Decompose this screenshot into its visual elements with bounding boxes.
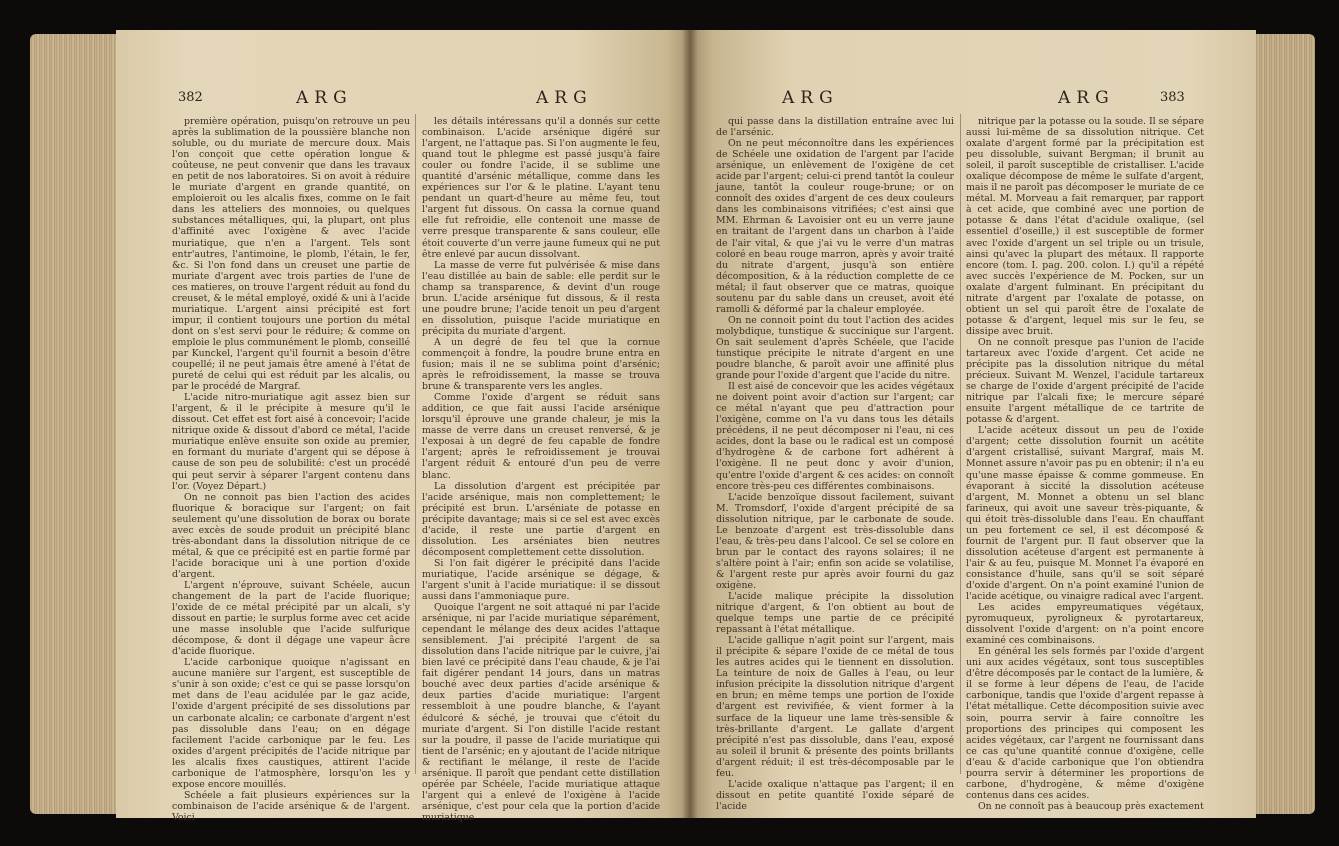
running-head-right-col2: ARG [1058, 88, 1115, 108]
paragraph: L'acide carbonique quoique n'agissant en aucune manière sur l'argent, est susceptible de s'unir à son oxide; c'est ce qui se passe lorsqu'on met dans de l'eau acidulée par le gaz acide, l'oxide d'argent précipité de ses dissolutions par un carbonate alcalin; ce carbonate d'argent n'est pas dissoluble dans l'eau; on en dégage facilement l'acide carbonique par le feu. Les oxides d'argent précipités de l'acide nitrique par les alcalis fixes caustiques, attirent l'acide carbonique de l'atmosphère, lorsqu'on les y expose encore mouillés. [172, 657, 410, 790]
paragraph: A un degré de feu tel que la cornue commençoit à fondre, la poudre brune entra en fusion; mais il ne se sublima point d'arsénic; après le refroidissement, la masse se trouva brune & transparente vers les angles. [422, 336, 660, 393]
left-page-column-1 [172, 116, 410, 823]
paragraph: L'acide oxalique n'attaque pas l'argent; il en dissout en petite quantité l'oxide séparé de l'acide [716, 778, 954, 812]
column-rule-left [415, 114, 416, 774]
paragraph: L'argent n'éprouve, suivant Schéele, aucun changement de la part de l'acide fluorique; l'oxide de ce métal précipité par un alcali, s'y dissout en partie; le surplus forme avec cet acide une masse insoluble que l'acide sulfurique décompose, & dont il dégage une vapeur âcre d'acide fluorique. [172, 579, 410, 658]
paragraph: Si l'on fait digérer le précipité dans l'acide muriatique, l'acide arsénique se dégage, & l'argent s'unit à l'acide muriatique: il se dissout aussi dans l'ammoniaque pure. [422, 557, 660, 603]
paragraph: Quoique l'argent ne soit attaqué ni par l'acide arsénique, ni par l'acide muriatique séparément, cependant le mélange des deux acides l'attaque sensiblement. J'ai précipité l'argent de sa dissolution dans l'acide nitrique par le cuivre, j'ai bien lavé ce précipité dans l'eau chaude, & je l'ai fait digérer pendant 14 jours, dans un matras bouché avec deux parties d'acide arsénique & deux parties d'acide muriatique: l'argent ressembloit à une poudre blanche, & l'ayant édulcoré & séché, je trouvai que c'étoit du muriate d'argent. Si l'on distille l'acide restant sur la poudre, il passe de l'acide muriatique qui tient de l'arsénic; en y ajoutant de l'acide nitrique & rectifiant le mélange, il reste de l'acide arsénique. Il paroît que pendant cette distillation opérée par Schéele, l'acide muriatique attaque l'argent qui a enlevé de l'oxigène à l'acide arsénique, c'est pour cela que la portion d'acide muriatique [422, 602, 660, 823]
running-head-left-col1: ARG [296, 88, 353, 108]
paragraph: Comme l'oxide d'argent se réduit sans addition, ce que fait aussi l'acide arsénique lorsqu'il éprouve une grande chaleur, je mis la masse de verre dans un creuset renversé, & je l'exposai à un degré de feu capable de fondre l'argent; après le refroidissement je trouvai l'argent réduit & entouré d'un peu de verre blanc. [422, 392, 660, 481]
paragraph: On ne connoit point du tout l'action des acides molybdique, tunstique & succinique sur l'argent. On sait seulement d'après Schéele, que l'acide tunstique précipite le nitrate d'argent en une poudre blanche, & paroît avoir une affinité plus grande pour l'oxide d'argent que l'acide du nitre. [716, 314, 954, 382]
book-gutter [682, 30, 698, 818]
paragraph: La masse de verre fut pulvérisée & mise dans l'eau distillée au bain de sable: elle perdit sur le champ sa transparence, & devint d'un rouge brun. L'acide arsénique fut dissous, & il resta une poudre brune; l'acide tenoit un peu d'argent en dissolution, puisque l'acide muriatique en précipita du muriate d'argent. [422, 259, 660, 337]
paragraph: L'acide nitro-muriatique agit assez bien sur l'argent, & il le précipite à mesure qu'il le dissout. Cet effet est fort aisé à concevoir; l'acide nitrique oxide & dissout d'abord ce métal, l'acide muriatique enlève ensuite son oxide au premier, en formant du muriate d'argent qui se dépose à cause de son peu de solubilité: c'est un procédé qui peut servir à séparer l'argent contenu dans l'or. (Voyez Départ.) [172, 392, 410, 492]
paragraph: Il est aisé de concevoir que les acides végétaux ne doivent point avoir d'action sur l'argent; car ce métal n'ayant que peu d'attraction pour l'oxigène, comme on l'a vu dans tous les détails précédens, il ne peut décomposer ni l'eau, ni ces acides, dont la base ou le radical est un composé d'hydrogène & de carbone fort adhérent à l'oxigène. Il ne peut donc y avoir d'union, qu'entre l'oxide d'argent & ces acides: on connoît encore très-peu ces différentes combinaisons. [716, 381, 954, 492]
left-page [116, 30, 690, 823]
paragraph: L'acide malique précipite la dissolution nitrique d'argent, & l'on obtient au bout de quelque temps une partie de ce précipité repassant à l'état métallique. [716, 591, 954, 636]
left-page-edges [30, 34, 122, 814]
right-page [690, 30, 1256, 818]
paragraph: On ne connoît presque pas l'union de l'acide tartareux avec l'oxide d'argent. Cet acide ne précipite pas la dissolution nitrique du métal précieux. Suivant M. Wenzel, l'acidule tartareux se charge de l'oxide d'argent précipité de l'acide nitrique par l'alcali fixe; le mercure séparé ensuite l'argent métallique de ce tartrite de potasse & d'argent. [966, 336, 1204, 426]
paragraph: On ne connoit pas bien l'action des acides fluorique & boracique sur l'argent; on fait seulement qu'une dissolution de borax ou borate avec excès de soude produit un précipité blanc très-abondant dans la dissolution nitrique de ce métal, & que ce précipité est en partie formé par l'acide boracique uni à une portion d'oxide d'argent. [172, 491, 410, 580]
paragraph: L'acide acéteux dissout un peu de l'oxide d'argent; cette dissolution fournit un acétite d'argent cristallisé, suivant Margraf, mais M. Monnet assure n'avoir pas pu en obtenir; il n'a eu qu'une masse épaisse & comme gommeuse. En évaporant à siccité la dissolution acéteuse d'argent, M. Monnet a obtenu un sel blanc farineux, qui avoit une saveur très-piquante, & qui étoit très-dissoluble dans l'eau. En chauffant un peu fortement ce sel, il est décomposé & fournit de l'argent pur. Il faut observer que la dissolution acéteuse d'argent est permanente à l'air & au feu, puisque M. Monnet l'a évaporé en consistance d'huile, sans qu'il se soit séparé d'oxide d'argent. On n'a point examiné l'union de l'acide acétique, ou vinaigre radical avec l'argent. [966, 425, 1204, 603]
paragraph: qui passe dans la distillation entraîne avec lui de l'arsénic. [716, 116, 954, 139]
paragraph: On ne connoît pas à beaucoup près exactement [978, 800, 1204, 812]
running-head-left-col2: ARG [536, 88, 593, 108]
paragraph: Schéele a fait plusieurs expériences sur la combinaison de l'acide arsénique & de l'argent. Voici [172, 789, 410, 823]
right-page-column-1 [716, 116, 954, 812]
paragraph: Les acides empyreumatiques végétaux, pyromuqueux, pyroligneux & pyrotartareux, dissolvent l'oxide d'argent: on n'a point encore examiné ces combinaisons. [966, 602, 1204, 647]
running-head-right-col1: ARG [782, 88, 839, 108]
paragraph: nitrique par la potasse ou la soude. Il se sépare aussi lui-même de sa dissolution nitrique. Cet oxalate d'argent formé par la précipitation est peu dissoluble, suivant Bergman; il brunit au soleil, il paroît susceptible de cristalliser. L'acide oxalique décompose de même le sulfate d'argent, mais il ne paroît pas décomposer le muriate de ce métal. M. Morveau a fait remarquer, par rapport à cet acide, que combiné avec une portion de potasse & dans l'état d'acidule oxalique, (sel essentiel d'oseille,) il est susceptible de former avec l'oxide d'argent un sel triple ou un trisule, ainsi qu'avec la plupart des métaux. Il rapporte encore (tom. I. pag. 200. colon. I.) qu'il a répété avec succès l'expérience de M. Pocken, sur un oxalate d'argent fulminant. En précipitant du nitrate d'argent par l'oxalate de potasse, on obtient un sel qui paroît être de l'oxalate de potasse & d'argent, lequel mis sur le feu, se dissipe avec bruit. [966, 116, 1204, 337]
paragraph: les détails intéressans qu'il a donnés sur cette combinaison. L'acide arsénique digéré sur l'argent, ne l'attaque pas. Si l'on augmente le feu, quand tout le phlegme est passé jusqu'à faire couler ou fondre l'acide, il se sublime une quantité d'arsénic métallique, comme dans les expériences sur l'or & le platine. L'ayant tenu pendant un quart-d'heure au même feu, tout l'argent fut dissous. On cassa la cornue quand elle fut refroidie, elle contenoit une masse de verre presque transparente & sans couleur, elle étoit couverte d'un verre jaune fumeux qui ne put être enlevé par aucun dissolvant. [422, 116, 660, 260]
paragraph: La dissolution d'argent est précipitée par l'acide arsénique, mais non complettement; le précipité est brun. L'arséniate de potasse en précipite davantage; mais si ce sel est avec excès d'acide, il reste une partie d'argent en dissolution. Les arséniates bien neutres décomposent complettement cette dissolution. [422, 480, 660, 558]
open-book [30, 24, 1315, 824]
left-page-column-2 [422, 116, 660, 823]
paragraph: On ne peut méconnoître dans les expériences de Schéele une oxidation de l'argent par l'acide arsénique, un enlèvement de l'oxigène de cet acide par l'argent; celui-ci prend tantôt la couleur jaune, tantôt la couleur rouge-brune; or on connoît des oxides d'argent de ces deux couleurs dans les combinaisons vitrifiées; c'est ainsi que MM. Ehrman & Lavoisier ont eu un verre jaune en traitant de l'argent dans un charbon à l'aide de l'air vital, & que j'ai vu le verre d'un matras coloré en beau rouge marron, après y avoir traité du nitrate d'argent, jusqu'à son entière décomposition, & à la réduction complette de ce métal; il faut observer que ce matras, quoique soutenu par du sable dans un creuset, avoit été ramolli & déformé par la chaleur employée. [716, 138, 954, 315]
page-number-right: 383 [1160, 90, 1185, 105]
right-page-edges [1255, 34, 1315, 814]
paragraph: L'acide gallique n'agit point sur l'argent, mais il précipite & sépare l'oxide de ce métal de tous les autres acides qui le tiennent en dissolution. La teinture de noix de Galles à l'eau, ou leur infusion précipite la dissolution nitrique d'argent en brun; en même temps une portion de l'oxide d'argent est revivifiée, & vient former à la surface de la liqueur une lame très-sensible & très-brillante d'argent. Le gallate d'argent précipité n'est pas dissoluble, dans l'eau, exposé au soleil il brunit & présente des points brillants d'argent réduit; il est très-décomposable par le feu. [716, 635, 954, 779]
paragraph: première opération, puisqu'on retrouve un peu après la sublimation de la poussière blanche non soluble, ou du muriate de mercure doux. Mais l'on conçoit que cette opération longue & coûteuse, ne peut convenir que dans les travaux en petit de nos laboratoires. Si on avoit à réduire le muriate d'argent en grande quantité, on emploieroit ou les alcalis fixes, comme on le fait dans les atteliers des monnoies, ou quelques substances métalliques, qui, la plupart, ont plus d'affinité avec l'oxigène & avec l'acide muriatique, que n'en a l'argent. Tels sont entr'autres, l'antimoine, le plomb, l'étain, le fer, &c. Si l'on fond dans un creuset une partie de muriate d'argent avec trois parties de l'une de ces matieres, on trouve l'argent réduit au fond du creuset, & le métal employé, oxidé & uni à l'acide muriatique. L'argent ainsi précipité est fort impur, il contient toujours une portion du métal dont on s'est servi pour le réduire; & comme on emploie le plus communément le plomb, conseillé par Kunckel, l'argent qu'il fournit a besoin d'être coupellé; il ne peut jamais être amené à l'état de pureté de celui qui est réduit par les alcalis, ou par le procédé de Margraf. [172, 116, 410, 393]
column-rule-right [960, 114, 961, 774]
paragraph: L'acide benzoïque dissout facilement, suivant M. Tromsdorf, l'oxide d'argent précipité de sa dissolution nitrique, par le carbonate de soude. Le benzoate d'argent est très-dissoluble dans l'eau, & très-peu dans l'alcool. Ce sel se colore en brun par le contact des rayons solaires; il ne s'altère point à l'air; enfin son acide se volatilise, & l'argent reste pur après avoir fourni du gaz oxigène. [716, 491, 954, 591]
right-page-header [690, 88, 1256, 112]
right-page-column-2 [966, 116, 1204, 812]
left-page-header [116, 88, 690, 112]
page-number-left: 382 [178, 90, 203, 105]
paragraph: En général les sels formés par l'oxide d'argent uni aux acides végétaux, sont tous susceptibles d'être décomposés par le contact de la lumière, & il se forme à leur dépens de l'eau, de l'acide carbonique, tandis que l'oxide d'argent repasse à l'état métallique. Cette décomposition suivie avec soin, pourra servir à faire connoître les proportions des principes qui composent les acides végétaux, car l'argent ne fournissant dans ce cas qu'une quantité connue d'oxigène, celle d'eau & d'acide carbonique que l'on obtiendra pourra servir à déterminer les proportions de carbone, d'hydrogène, & même d'oxigène contenus dans ces acides. [966, 646, 1204, 801]
